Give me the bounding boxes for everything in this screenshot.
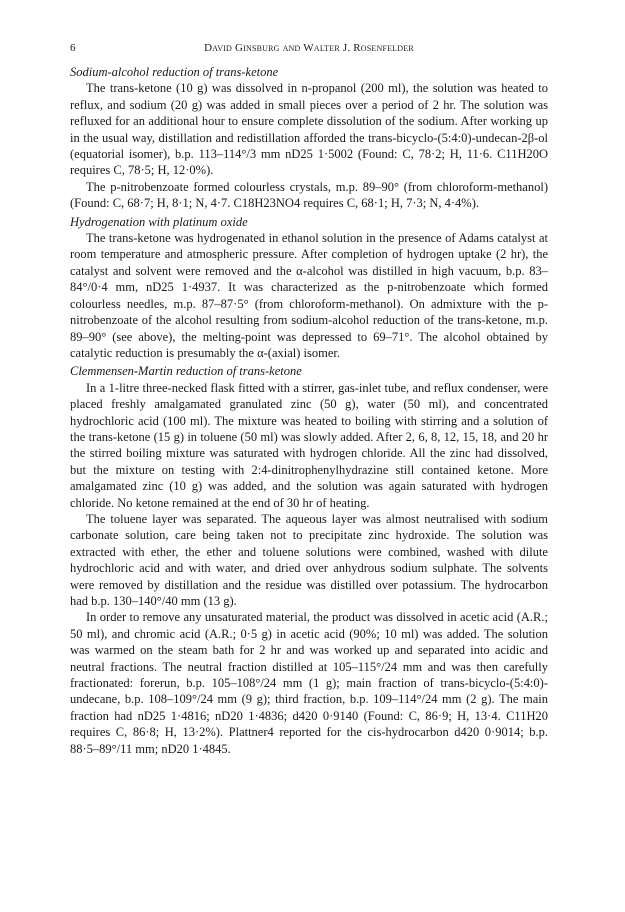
paragraph: The trans-ketone (10 g) was dissolved in n-propanol (200 ml), the solution was heated to reflux, and sodium (20 g) was added in small pieces over a period of 2 hr. The solution was refluxed for an additional hour to ensure complete dissolution of the sodium. After working up in the usual way, distillation and redistillation afforded the trans-bicyclo-(5:4:0)-undecan-2β-ol (equatorial isomer), b.p. 113–114°/3 mm nD25 1·5002 (Found: C, 78·2; H, 11·6. C11H20O requires C, 78·5; H, 12·0%). [70,81,548,178]
section-heading: Hydrogenation with platinum oxide [70,214,248,229]
running-header [70,40,548,62]
section-sodium-alcohol [70,64,548,212]
section-heading: Sodium-alcohol reduction of trans-ketone [70,65,279,79]
running-title: David Ginsburg and Walter J. Rosenfelder [204,42,414,54]
paragraph: In a 1-litre three-necked flask fitted with a stirrer, gas-inlet tube, and reflux condenser, were placed freshly amalgamated granulated zinc (50 g), water (50 ml), and concentrated hydrochloric acid (100 ml). The mixture was heated to boiling with stirring and a solution of the trans-ketone (15 g) in toluene (50 ml) was slowly added. After 2, 6, 8, 12, 15, 18, and 20 hr the stirred boiling mixture was saturated with hydrogen chloride. All the zinc had dissolved, but the mixture on testing with 2:4-dinitrophenylhydrazine still contained ketone. More amalgamated zinc (10 g) was added, and the solution was again saturated with hydrogen chloride. No ketone remained at the end of 30 hr of heating. [70,380,548,510]
paragraph: The p-nitrobenzoate formed colourless crystals, m.p. 89–90° (from chloroform-methanol) (Found: C, 68·7; H, 8·1; N, 4·7. C18H23NO4 requires C, 68·1; H, 7·3; N, 4·4%). [70,179,548,211]
paragraph: In order to remove any unsaturated material, the product was dissolved in acetic acid (A.R.; 50 ml), and chromic acid (A.R.; 0·5 g) in acetic acid (90%; 10 ml) was added. The solution was warmed on the steam bath for 2 hr and was worked up and separated into acidic and neutral fractions. The neutral fraction distilled at 105–115°/24 mm and was then carefully fractionated: forerun, b.p. 105–108°/24 mm (1 g); main fraction of trans-bicyclo-(5:4:0)-undecane, b.p. 108–109°/24 mm (9 g); third fraction, b.p. 109–114°/24 mm (2 g). The main fraction had nD25 1·4816; nD20 1·4836; d420 0·9140 (Found: C, 86·9; H, 13·4. C11H20 requires C, 86·8; H, 13·2%). Plattner4 reported for the cis-hydrocarbon d420 0·9014; b.p. 88·5–89°/11 mm; nD20 1·4845. [70,610,548,756]
section-clemmensen [70,363,548,757]
article-page [70,40,548,757]
section-heading: Clemmensen-Martin reduction of trans-ketone [70,364,302,379]
paragraph: The trans-ketone was hydrogenated in ethanol solution in the presence of Adams catalyst at room temperature and atmospheric pressure. After completion of hydrogen uptake (2 hr), the catalyst and solvent were removed and the α-alcohol was distilled in high vacuum, b.p. 83–84°/0·4 mm, nD25 1·4937. It was characterized as the p-nitrobenzoate which formed colourless needles, m.p. 87–87·5° (from chloroform-methanol). On admixture with the p-nitrobenzoate of the alcohol resulting from sodium-alcohol reduction of the trans-ketone, m.p. 89–90° (see above), the melting-point was depressed to 69–71°. The alcohol obtained by catalytic reduction is presumably the α-(axial) isomer. [70,231,548,360]
paragraph: The toluene layer was separated. The aqueous layer was almost neutralised with sodium carbonate solution, care being taken not to precipitate zinc hydroxide. The solution was extracted with ether, the ether and toluene solutions were combined, washed with dilute hydrochloric acid and with water, and dried over anhydrous sodium sulphate. The solvents were removed by distillation and the residue was distilled over potassium. The hydrocarbon had b.p. 130–140°/40 mm (13 g). [70,511,548,608]
page-number: 6 [70,42,76,54]
section-hydrogenation [70,214,548,362]
